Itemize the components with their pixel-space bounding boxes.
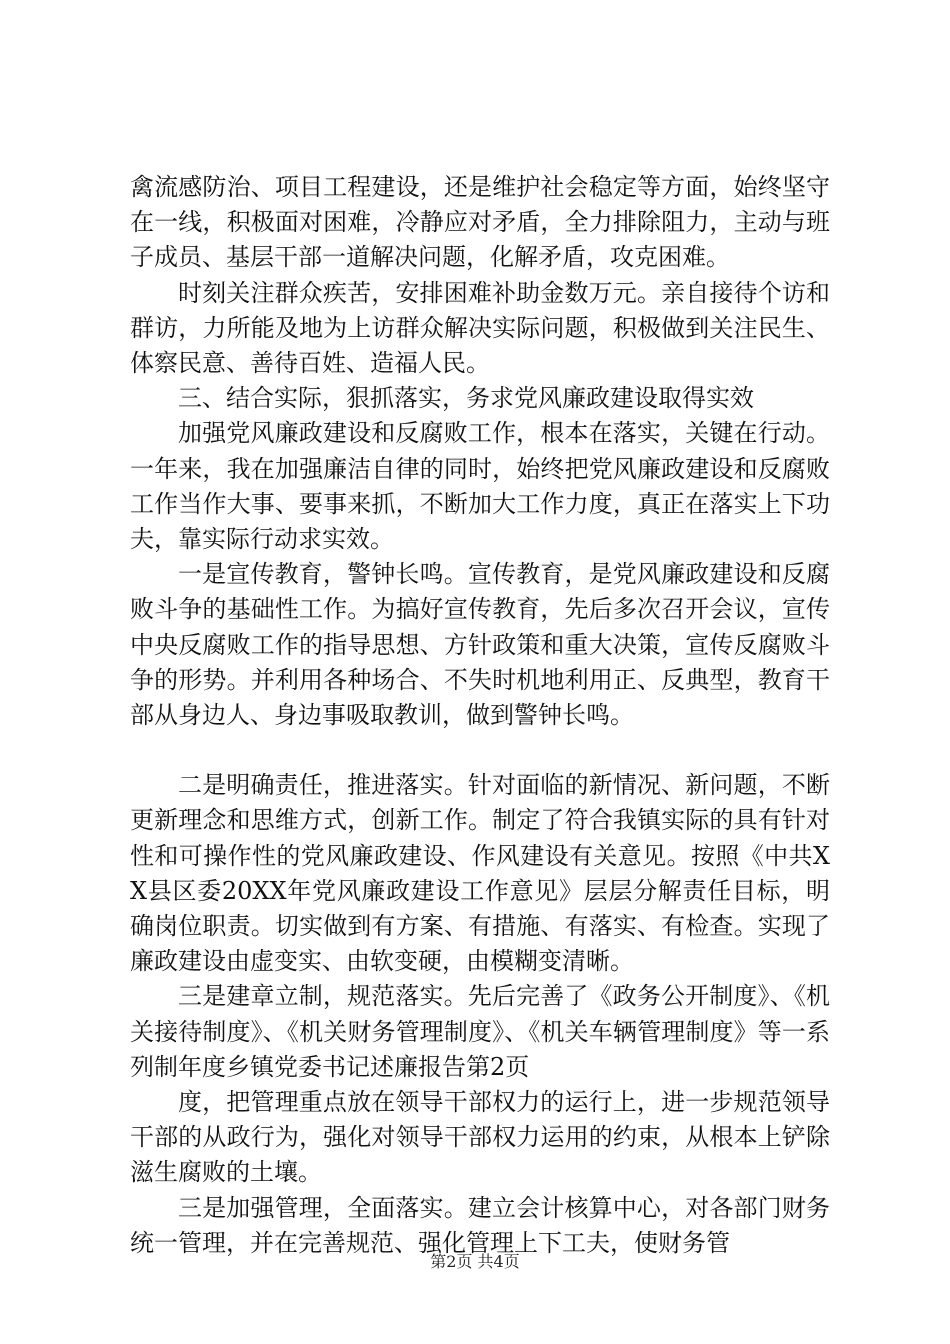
page-footer: 第2页 共4页: [430, 1252, 520, 1271]
paragraph-continuation: 禽流感防治、项目工程建设，还是维护社会稳定等方面，始终坚守在一线，积极面对困难，冷静应对矛盾，全力排除阻力，主动与班子成员、基层干部一道解决问题，化解矛盾，攻克困难。: [130, 173, 830, 272]
paragraph-mass-concerns: 时刻关注群众疾苦，安排困难补助金数万元。亲自接待个访和群访，力所能及地为上访群众解决实际问题，积极做到关注民生、体察民意、善待百姓、造福人民。: [130, 278, 830, 378]
paragraph-regulations-continued: 度，把管理重点放在领导干部权力的运行上，进一步规范领导干部的从政行为，强化对领导干部权力运用的约束，从根本上铲除滋生腐败的土壤。: [130, 1088, 830, 1187]
paragraph-education: 一是宣传教育，警钟长鸣。宣传教育，是党风廉政建设和反腐败斗争的基础性工作。为搞好宣传教育，先后多次召开会议，宣传中央反腐败工作的指导思想、方针政策和重大决策，宣传反腐败斗争的形势。并利用各种场合、不失时机地利用正、反典型，教育干部从身边人、身边事吸取教训，做到警钟长鸣。: [130, 560, 830, 730]
paragraph-responsibility: 二是明确责任，推进落实。针对面临的新情况、新问题，不断更新理念和思维方式，创新工作。制定了符合我镇实际的具有针对性和可操作性的党风廉政建设、作风建设有关意见。按照《中共XX县区委20XX年党风廉政建设工作意见》层层分解责任目标，明确岗位职责。切实做到有方案、有措施、有落实、有检查。实现了廉政建设由虚变实、由软变硬，由模糊变清晰。: [130, 771, 830, 976]
paragraph-management: 三是加强管理，全面落实。建立会计核算中心，对各部门财务统一管理，并在完善规范、强化管理上下工夫，使财务管: [130, 1193, 830, 1257]
section-heading-three: 三、结合实际，狠抓落实，务求党风廉政建设取得实效: [178, 384, 754, 413]
paragraph-implementation: 加强党风廉政建设和反腐败工作，根本在落实，关键在行动。一年来，我在加强廉洁自律的同时，始终把党风廉政建设和反腐败工作当作大事、要事来抓，不断加大工作力度，真正在落实上下功夫，靠实际行动求实效。: [130, 419, 830, 554]
paragraph-regulations: 三是建章立制，规范落实。先后完善了《政务公开制度》、《机关接待制度》、《机关财务管理制度》、《机关车辆管理制度》等一系列制年度乡镇党委书记述廉报告第2页: [130, 982, 830, 1081]
document-body: [130, 170, 830, 1261]
